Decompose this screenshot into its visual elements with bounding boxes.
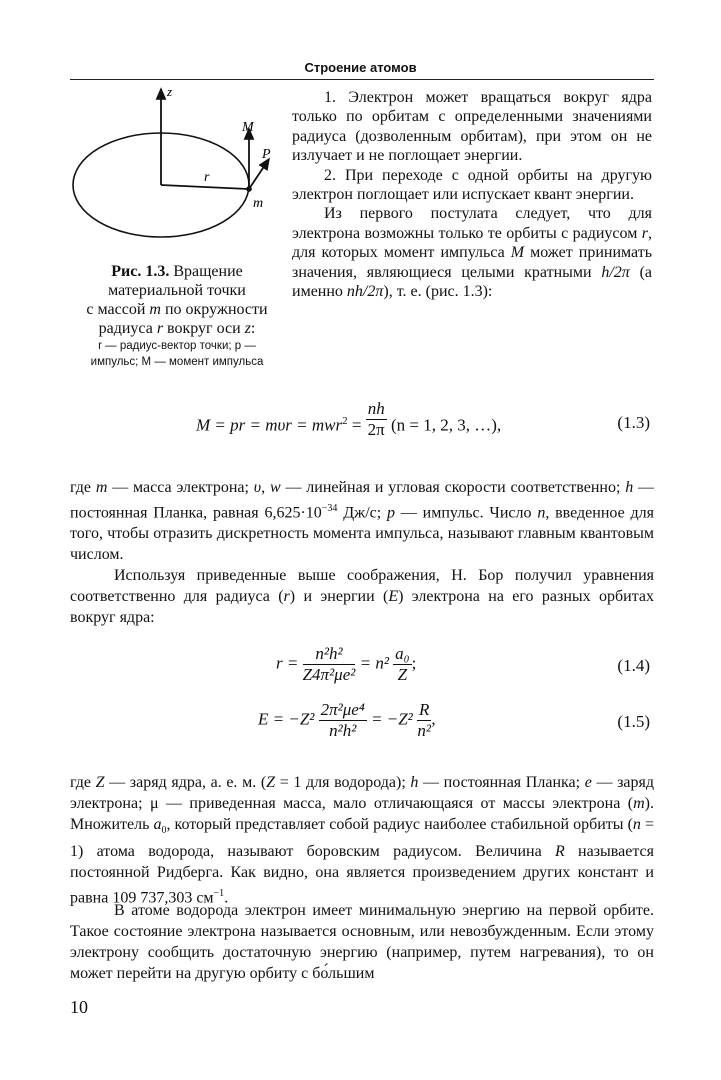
equation-1-5: E = −Z² $\frac{\text{2π²μe⁴}}{\text{n²h²}}$ = −Z² $\frac{R}{\text{n²}}$ , (1.5) (258, 700, 650, 740)
figure-orbit-diagram (66, 83, 288, 263)
figure-caption: Рис. 1.3. Вращение материальной точки с массой m по окружности радиуса r вокруг оси z: r — радиус-вектор точки; p — импульс; M — момент импульса (68, 262, 286, 370)
equation-number-1-3: (1.3) (617, 413, 650, 432)
paragraph-first-postulate: Из первого постулата следует, что для электрона возможны только те орбиты с радиусом r, для которых момент импульса M может принимать значения, являющиеся целыми кратными h/2π (а именно nh/2π), т. е. (рис. 1.3): (292, 205, 653, 301)
page-number: 10 (70, 997, 88, 1017)
paragraph-constants: где Z — заряд ядра, а. е. м. (Z = 1 для водорода); h — постоянная Планка; e — заряд электрона; μ — приведенная масса, мало отличающаяся от массы электрона (m). Множитель $a_0$, который представляет собой радиус наиболее стабильной орбиты (n = 1) атома водорода, называют боровским радиусом. Величина R называется постоянной Ридберга. Как видно, она является произведением других констант и равна 109 737,303 $см^{-1}$. (70, 774, 655, 907)
right-column-text (292, 88, 652, 301)
label-r: r (204, 170, 210, 185)
equation-1-3: M = pr = mυr = mwr$^2$ = $\frac{nh}{2\pi}$ (n = 1, 2, 3, …), (1.3) (196, 399, 650, 439)
label-z: z (167, 84, 173, 99)
material-point (246, 186, 252, 192)
caption-legend-1: r — радиус-вектор точки; p — (98, 340, 256, 352)
label-M: M (242, 120, 254, 135)
radius-vector (161, 185, 248, 189)
postulate-1: 1. Электрон может вращаться вокруг ядра только по орбитам с определенными значениями радиуса (дозволенным орбитам), при этом он не излучает и не поглощает энергии. (292, 89, 652, 165)
label-m: m (253, 196, 264, 211)
paragraph-hydrogen: В атоме водорода электрон имеет минимальную энергию на первой орбите. Такое состояние электрона называется основным, или невозбужденным. Если этому электрону сообщить достаточную энергию (например, путем нагревания), то он может перейти на другую орбиту с бо́льшим (70, 902, 654, 982)
header-rule (70, 79, 654, 80)
paragraph-bohr-equations: Используя приведенные выше соображения, Н. Бор получил уравнения соответственно для радиуса (r) и энергии (E) электрона на его разных орбитах вокруг ядра: (70, 567, 655, 626)
paragraph-definitions: где m — масса электрона; υ, w — линейная и угловая скорости соответственно; h — постоянная Планка, равная $6,625\cdot 10^{-34}$ Дж/с; p — импульс. Число n, введенное для того, чтобы отразить дискретность момента импульса, называют главным квантовым числом. (70, 479, 655, 564)
running-header: Строение атомов (304, 60, 417, 75)
caption-figno: Рис. 1.3. (111, 263, 170, 280)
postulate-2: 2. При переходе с одной орбиты на другую электрон поглощает или испускает квант энергии. (292, 166, 652, 204)
label-P: P (262, 147, 271, 162)
equation-1-4: r = $\frac{\text{n²h²}}{\text{Z4π²μe²}}$ = n² $\frac{\text{a₀}}{Z}$ ; (1.4) (276, 644, 650, 684)
equation-number-1-5: (1.5) (617, 712, 650, 731)
equation-number-1-4: (1.4) (617, 656, 650, 675)
caption-legend-2: импульс; M — момент импульса (90, 356, 264, 368)
momentum-vector-P (249, 159, 269, 189)
